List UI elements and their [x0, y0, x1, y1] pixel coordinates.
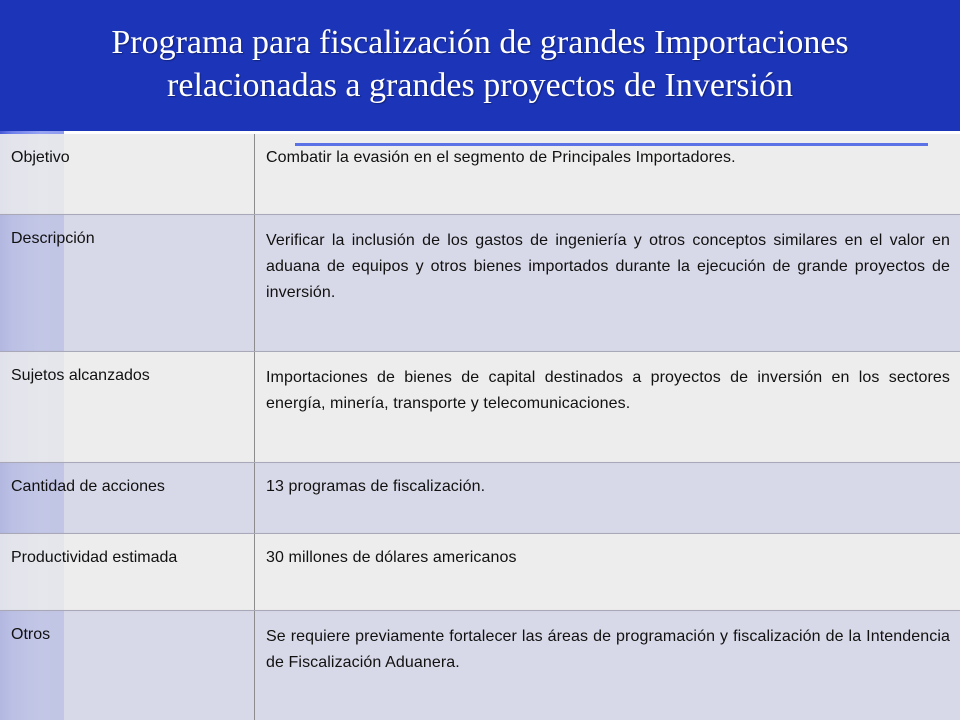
row-label: Cantidad de acciones — [0, 463, 255, 533]
row-value: Verificar la inclusión de los gastos de ingeniería y otros conceptos similares en el valor en aduana de equipos y otros bienes importados durante la ejecución de grande proyectos de inversión. — [266, 232, 950, 301]
accent-line — [295, 143, 928, 146]
table-row-sujetos — [0, 352, 960, 462]
row-label: Objetivo — [0, 134, 255, 214]
program-table — [0, 134, 960, 720]
slide-title — [111, 21, 848, 107]
table-row-productividad — [0, 534, 960, 610]
row-label: Otros — [0, 611, 255, 720]
row-value: 13 programas de fiscalización. — [266, 478, 486, 495]
table-row-descripcion — [0, 215, 960, 351]
row-value: Combatir la evasión en el segmento de Principales Importadores. — [266, 149, 736, 166]
row-value: Importaciones de bienes de capital destinados a proyectos de inversión en los sectores energía, minería, transporte y telecomunicaciones. — [266, 369, 950, 412]
row-value: Se requiere previamente fortalecer las áreas de programación y fiscalización de la Intendencia de Fiscalización Aduanera. — [266, 628, 950, 671]
table-row-objetivo — [0, 134, 960, 214]
table-row-cantidad — [0, 463, 960, 533]
row-label: Productividad estimada — [0, 534, 255, 610]
row-value: 30 millones de dólares americanos — [266, 549, 517, 566]
row-label: Descripción — [0, 215, 255, 351]
slide-title-line-1: Programa para fiscalización de grandes Importaciones — [111, 23, 849, 61]
slide-header — [0, 0, 960, 131]
slide-title-line-2: relacionadas a grandes proyectos de Inversión — [167, 66, 793, 104]
table-row-otros — [0, 611, 960, 720]
row-label: Sujetos alcanzados — [0, 352, 255, 462]
